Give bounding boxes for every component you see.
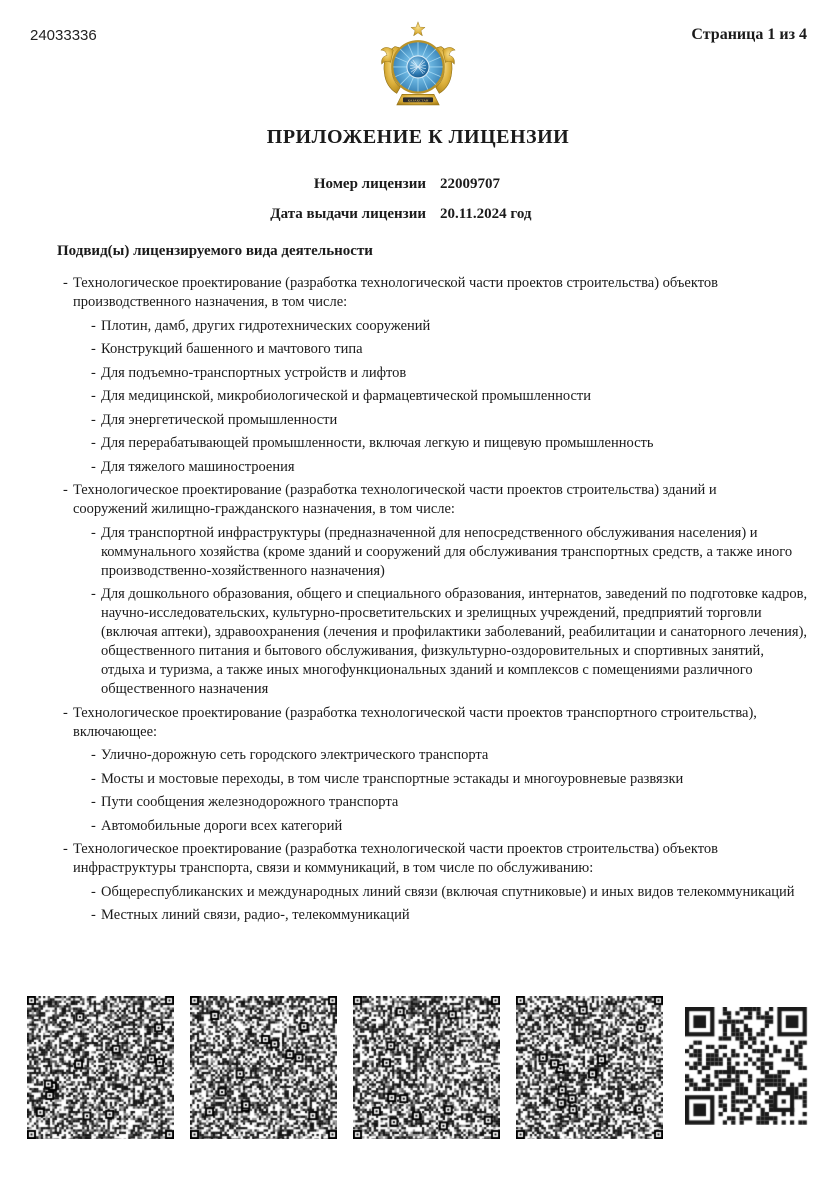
subtype-text: Технологическое проектирование (разработка технологической части проектов строительства) объектов инфраструктуры транспорта, связи и коммуникаций, в том числе по обслуживанию: (73, 841, 718, 876)
subtype-text: Для дошкольного образования, общего и специального образования, интернатов, заведений по подготовке кадров, научно-исследовательских, культурно-просветительских и зрелищных учреждений, предприятий торговли (включая аптеки), здравоохранения (лечения и профилактики заболеваний, реабилитации и санаторного лечения), общественного питания и бытового обслуживания, физкультурно-оздоровительных и спортивных занятий, отдыха и туризма, а также иных многофункциональных зданий и комплексов с помещениями различного общественного назначения (101, 586, 808, 697)
subtype-text: Конструкций башенного и мачтового типа (101, 341, 363, 357)
subtype-item (63, 481, 784, 519)
subtype-text: Для транспортной инфраструктуры (предназначенной для непосредственного обслуживания населения) и коммунального хозяйства (кроме зданий и сооружений для обслуживания транспортных средств, а также иного производственно-хозяйственного назначения) (101, 524, 793, 579)
list-dash: - (91, 411, 96, 428)
subtype-subitem (91, 793, 808, 812)
subtype-subitem (91, 434, 808, 453)
list-dash: - (91, 317, 96, 334)
license-date-label: Дата выдачи лицензии (270, 206, 426, 222)
page-indicator: Страница 1 из 4 (691, 26, 807, 43)
list-dash: - (91, 364, 96, 381)
list-dash: - (91, 458, 96, 475)
list-dash: - (91, 770, 96, 787)
kazakhstan-emblem-icon (373, 20, 463, 112)
datamatrix-barcode-3 (353, 996, 500, 1139)
subtype-text: Технологическое проектирование (разработка технологической части проектов строительства) зданий и сооружений жилищно-гражданского назначения, в том числе: (73, 482, 717, 517)
subtype-subitem (91, 770, 808, 789)
datamatrix-barcode-2 (190, 996, 337, 1139)
subtype-text: Технологическое проектирование (разработка технологической части проектов транспортного строительства), включающее: (73, 704, 757, 740)
subtype-subitem (91, 340, 808, 359)
subtype-subitem (91, 746, 808, 765)
subtypes-heading: Подвид(ы) лицензируемого вида деятельности (57, 243, 373, 259)
list-dash: - (91, 907, 96, 923)
license-number-row (0, 176, 836, 196)
subtype-item (63, 840, 784, 878)
page-title: ПРИЛОЖЕНИЕ К ЛИЦЕНЗИИ (266, 126, 570, 148)
subtype-subitem (91, 906, 808, 925)
list-dash: - (63, 704, 68, 721)
subtype-subitem (91, 387, 808, 406)
list-dash: - (91, 883, 96, 900)
list-dash: - (91, 435, 96, 451)
subtype-text: Для энергетической промышленности (101, 411, 338, 428)
subtype-text: Местных линий связи, радио-, телекоммуникаций (101, 907, 410, 923)
subtype-text: Для медицинской, микробиологической и фармацевтической промышленности (101, 388, 592, 404)
list-dash: - (91, 341, 96, 357)
list-dash: - (91, 388, 96, 404)
list-dash: - (91, 747, 96, 763)
license-number-label: Номер лицензии (313, 176, 426, 192)
subtype-subitem (91, 524, 808, 581)
subtype-text: Улично-дорожную сеть городского электрического транспорта (101, 747, 489, 763)
list-dash: - (91, 817, 96, 834)
subtype-item (63, 274, 784, 312)
document-number: 24033336 (30, 27, 97, 44)
subtype-subitem (91, 458, 808, 477)
subtype-text: Мосты и мостовые переходы, в том числе транспортные эстакады и многоуровневые развязки (101, 770, 684, 787)
list-dash: - (63, 482, 68, 498)
license-date-value: 20.11.2024 год (440, 206, 532, 222)
kazakhstan-coat-of-arms (373, 20, 463, 112)
subtype-item (63, 704, 784, 742)
datamatrix-barcode-1 (27, 996, 174, 1139)
subtype-subitem (91, 585, 808, 699)
subtype-list (0, 274, 836, 930)
subtype-text: Автомобильные дороги всех категорий (101, 817, 343, 834)
subtype-text: Для подъемно-транспортных устройств и лифтов (101, 364, 407, 381)
license-date-row (0, 206, 836, 226)
subtype-text: Общереспубликанских и международных линий связи (включая спутниковые) и иных видов телекоммуникаций (101, 883, 795, 900)
subtype-subitem (91, 817, 808, 836)
subtype-subitem (91, 364, 808, 383)
subtype-subitem (91, 317, 808, 336)
subtype-text: Технологическое проектирование (разработка технологической части проектов строительства) объектов производственного назначения, в том числе: (73, 275, 718, 310)
datamatrix-barcode-4 (516, 996, 663, 1139)
subtype-subitem (91, 411, 808, 430)
license-number-value: 22009707 (440, 176, 500, 192)
list-dash: - (91, 586, 96, 602)
list-dash: - (91, 794, 96, 810)
list-dash: - (63, 275, 68, 291)
subtype-text: Пути сообщения железнодорожного транспорта (101, 794, 399, 810)
list-dash: - (63, 841, 68, 857)
subtype-subitem (91, 883, 808, 902)
subtype-text: Для тяжелого машиностроения (101, 458, 295, 475)
emblem-banner-text: ҚАЗАҚСТАН (407, 98, 429, 103)
subtype-text: Для перерабатывающей промышленности, включая легкую и пищевую промышленность (101, 435, 654, 451)
subtype-text: Плотин, дамб, других гидротехнических сооружений (101, 317, 431, 334)
list-dash: - (91, 524, 96, 541)
qr-code (685, 1007, 808, 1125)
